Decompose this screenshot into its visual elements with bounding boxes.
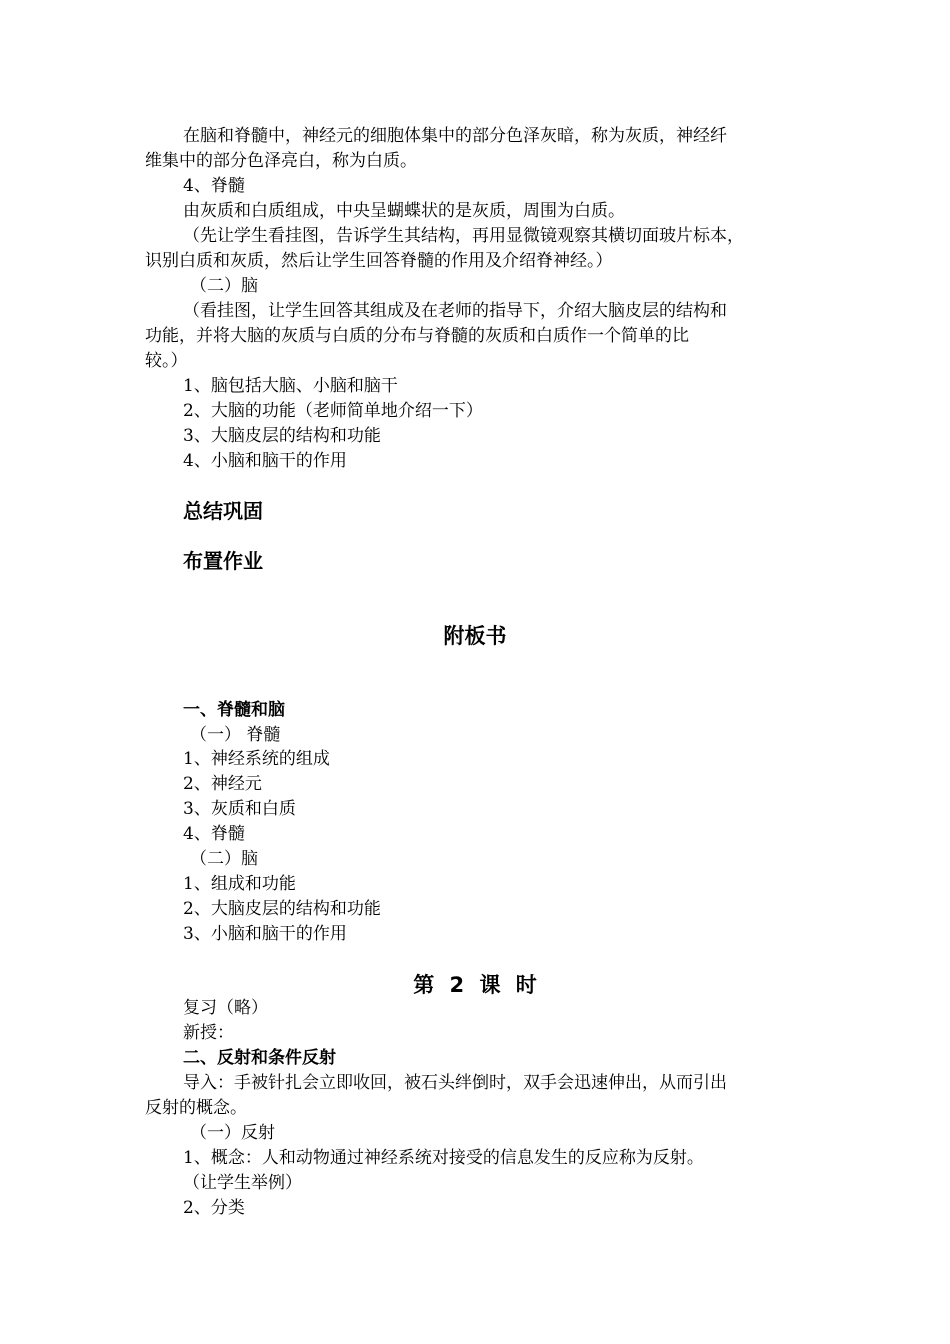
paragraph-gray-white-matter-line1: 在脑和脊髓中，神经元的细胞体集中的部分色泽灰暗，称为灰质，神经纤 — [183, 126, 727, 146]
heading-summary: 总结巩固 — [183, 499, 263, 523]
section-reflex: 二、反射和条件反射 — [183, 1048, 336, 1068]
intro-line1: 导入：手被针扎会立即收回，被石头绊倒时，双手会迅速伸出，从而引出 — [183, 1073, 727, 1093]
intro-line2: 反射的概念。 — [145, 1098, 247, 1118]
new-lesson-line: 新授： — [183, 1023, 234, 1043]
concept-line: 1、概念：人和动物通过神经系统对接受的信息发生的反应称为反射。 — [183, 1148, 704, 1168]
paragraph-brain-note-line3: 较。） — [145, 351, 188, 371]
list-item: 2、大脑的功能（老师简单地介绍一下） — [183, 401, 483, 421]
review-line: 复习（略） — [183, 998, 268, 1018]
list-item: 3、灰质和白质 — [183, 799, 296, 819]
list-item: 1、组成和功能 — [183, 874, 296, 894]
board-subheading-spinal-cord: （一） 脊髓 — [190, 725, 281, 745]
subheading-brain: （二）脑 — [190, 276, 258, 296]
item-spinal-cord: 4、脊髓 — [183, 176, 245, 196]
paragraph-spinal-cord-structure: 由灰质和白质组成，中央呈蝴蝶状的是灰质，周围为白质。 — [183, 201, 625, 221]
subheading-reflex: （一）反射 — [190, 1123, 275, 1143]
list-item: 4、小脑和脑干的作用 — [183, 451, 347, 471]
example-line: （让学生举例） — [183, 1173, 302, 1193]
paragraph-gray-white-matter-line2: 维集中的部分色泽亮白，称为白质。 — [145, 151, 417, 171]
board-section-1: 一、脊髓和脑 — [183, 700, 285, 720]
board-subheading-brain: （二）脑 — [190, 849, 258, 869]
paragraph-brain-note-line2: 功能，并将大脑的灰质与白质的分布与脊髓的灰质和白质作一个简单的比 — [145, 326, 689, 346]
heading-homework: 布置作业 — [183, 549, 263, 573]
list-item: 2、大脑皮层的结构和功能 — [183, 899, 381, 919]
classify-line: 2、分类 — [183, 1198, 245, 1218]
list-item: 1、脑包括大脑、小脑和脑干 — [183, 376, 398, 396]
list-item: 3、大脑皮层的结构和功能 — [183, 426, 381, 446]
paragraph-brain-note-line1: （看挂图，让学生回答其组成及在老师的指导下，介绍大脑皮层的结构和 — [183, 301, 727, 321]
paragraph-teaching-note-line1: （先让学生看挂图，告诉学生其结构，再用显微镜观察其横切面玻片标本， — [183, 226, 744, 246]
heading-lesson-2: 第 2 课 时 — [413, 973, 537, 997]
list-item: 2、神经元 — [183, 774, 262, 794]
list-item: 4、脊髓 — [183, 824, 245, 844]
heading-board: 附板书 — [443, 624, 507, 648]
list-item: 3、小脑和脑干的作用 — [183, 924, 347, 944]
paragraph-teaching-note-line2: 识别白质和灰质，然后让学生回答脊髓的作用及介绍脊神经。） — [145, 251, 613, 271]
list-item: 1、神经系统的组成 — [183, 749, 330, 769]
